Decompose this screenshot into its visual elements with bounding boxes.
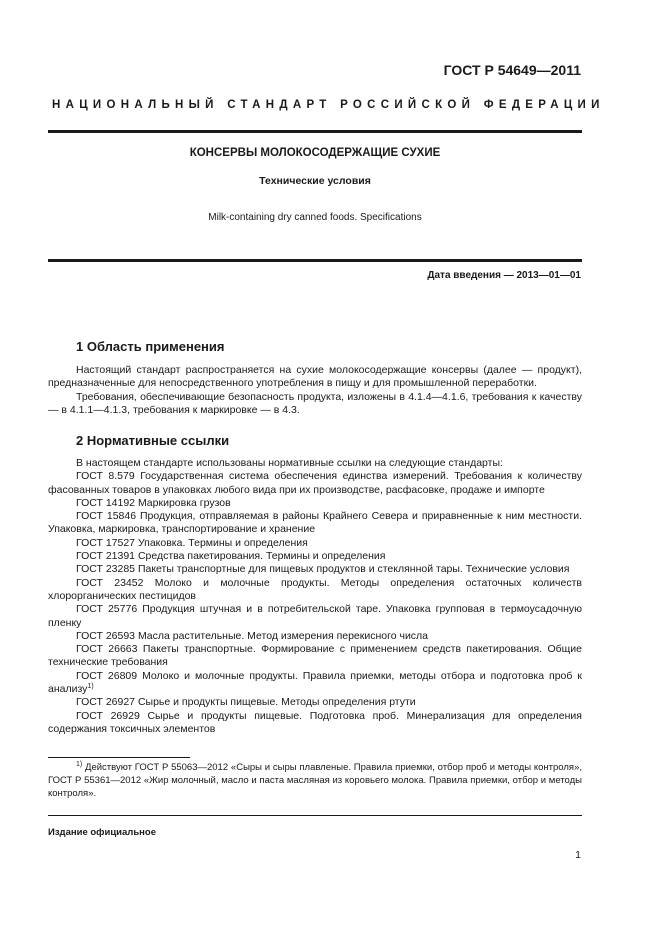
page-number: 1 — [575, 849, 581, 861]
reference-item: ГОСТ 8.579 Государственная система обеспечения единства измерений. Требования к количеству фасованных товаров в упаковках любого вида при их производстве, расфасовке, продаже и импорте — [48, 470, 582, 496]
reference-item: ГОСТ 14192 Маркировка грузов — [76, 496, 231, 509]
paragraph: Требования, обеспечивающие безопасность продукта, изложены в 4.1.4—4.1.6, требования к качеству — в 4.1.1—4.1.3, требования к маркировке — в 4.3. — [48, 390, 582, 416]
document-title: КОНСЕРВЫ МОЛОКОСОДЕРЖАЩИЕ СУХИЕ — [189, 147, 441, 159]
title-divider — [48, 259, 582, 262]
footnote-text: Действуют ГОСТ Р 55063—2012 «Сыры и сыры плавленые. Правила приемки, отбор проб и методы контроля», ГОСТ Р 55361—2012 «Жир молочный, масло и паста масляная из коровьего молока. Правила приемки, отбор и методы контроля». — [48, 762, 582, 799]
reference-item: ГОСТ 21391 Средства пакетирования. Термины и определения — [76, 550, 386, 563]
footnote-divider — [48, 757, 190, 758]
reference-item: ГОСТ 26663 Пакеты транспортные. Формирование с применением средств пакетирования. Общие технические требования — [48, 643, 582, 669]
national-standard-title: НАЦИОНАЛЬНЫЙ СТАНДАРТ РОССИЙСКОЙ ФЕДЕРАЦИИ — [52, 99, 605, 111]
reference-item: ГОСТ 25776 Продукция штучная и в потребительской таре. Упаковка групповая в термоусадочную пленку — [48, 603, 582, 629]
english-title: Milk-containing dry canned foods. Specifications — [208, 212, 422, 223]
section-2-heading: 2 Нормативные ссылки — [76, 433, 230, 448]
document-subtitle: Технические условия — [259, 175, 371, 187]
footnote-marker: 1) — [76, 761, 83, 768]
edition-label: Издание официальное — [48, 827, 156, 838]
header-divider — [48, 130, 582, 133]
paragraph: Настоящий стандарт распространяется на сухие молокосодержащие консервы (далее — продукт), предназначенные для непосредственного употребления в пищу и для промышленной переработки. — [48, 364, 582, 390]
footnote-marker: 1) — [87, 683, 94, 691]
reference-item: ГОСТ 17527 Упаковка. Термины и определения — [76, 536, 308, 549]
reference-item: ГОСТ 15846 Продукция, отправляемая в районы Крайнего Севера и приравненные к ним местности. Упаковка, маркировка, транспортирование и хранение — [48, 510, 582, 536]
section-2-body — [48, 457, 582, 736]
reference-item-with-footnote — [48, 670, 582, 697]
section-1-heading: 1 Область применения — [76, 339, 225, 354]
reference-item: ГОСТ 23452 Молоко и молочные продукты. Методы определения остаточных количеств хлорорганических пестицидов — [48, 576, 582, 602]
reference-item: ГОСТ 23285 Пакеты транспортные для пищевых продуктов и стеклянной тары. Технические условия — [76, 563, 570, 576]
document-code: ГОСТ Р 54649—2011 — [443, 62, 581, 78]
reference-item: ГОСТ 26593 Масла растительные. Метод измерения перекисного числа — [76, 629, 429, 642]
reference-item: ГОСТ 26927 Сырье и продукты пищевые. Методы определения ртути — [76, 696, 416, 709]
footnote — [48, 761, 582, 800]
paragraph: В настоящем стандарте использованы нормативные ссылки на следующие стандарты: — [76, 457, 503, 469]
reference-item: ГОСТ 26929 Сырье и продукты пищевые. Подготовка проб. Минерализация для определения содержания токсичных элементов — [48, 709, 582, 735]
reference-text: ГОСТ 26809 Молоко и молочные продукты. Правила приемки, методы отбора и подготовка проб к анализу — [48, 669, 582, 696]
section-1-body — [48, 364, 582, 417]
introduction-date: Дата введения — 2013—01—01 — [427, 270, 581, 281]
footer-divider — [48, 815, 582, 816]
